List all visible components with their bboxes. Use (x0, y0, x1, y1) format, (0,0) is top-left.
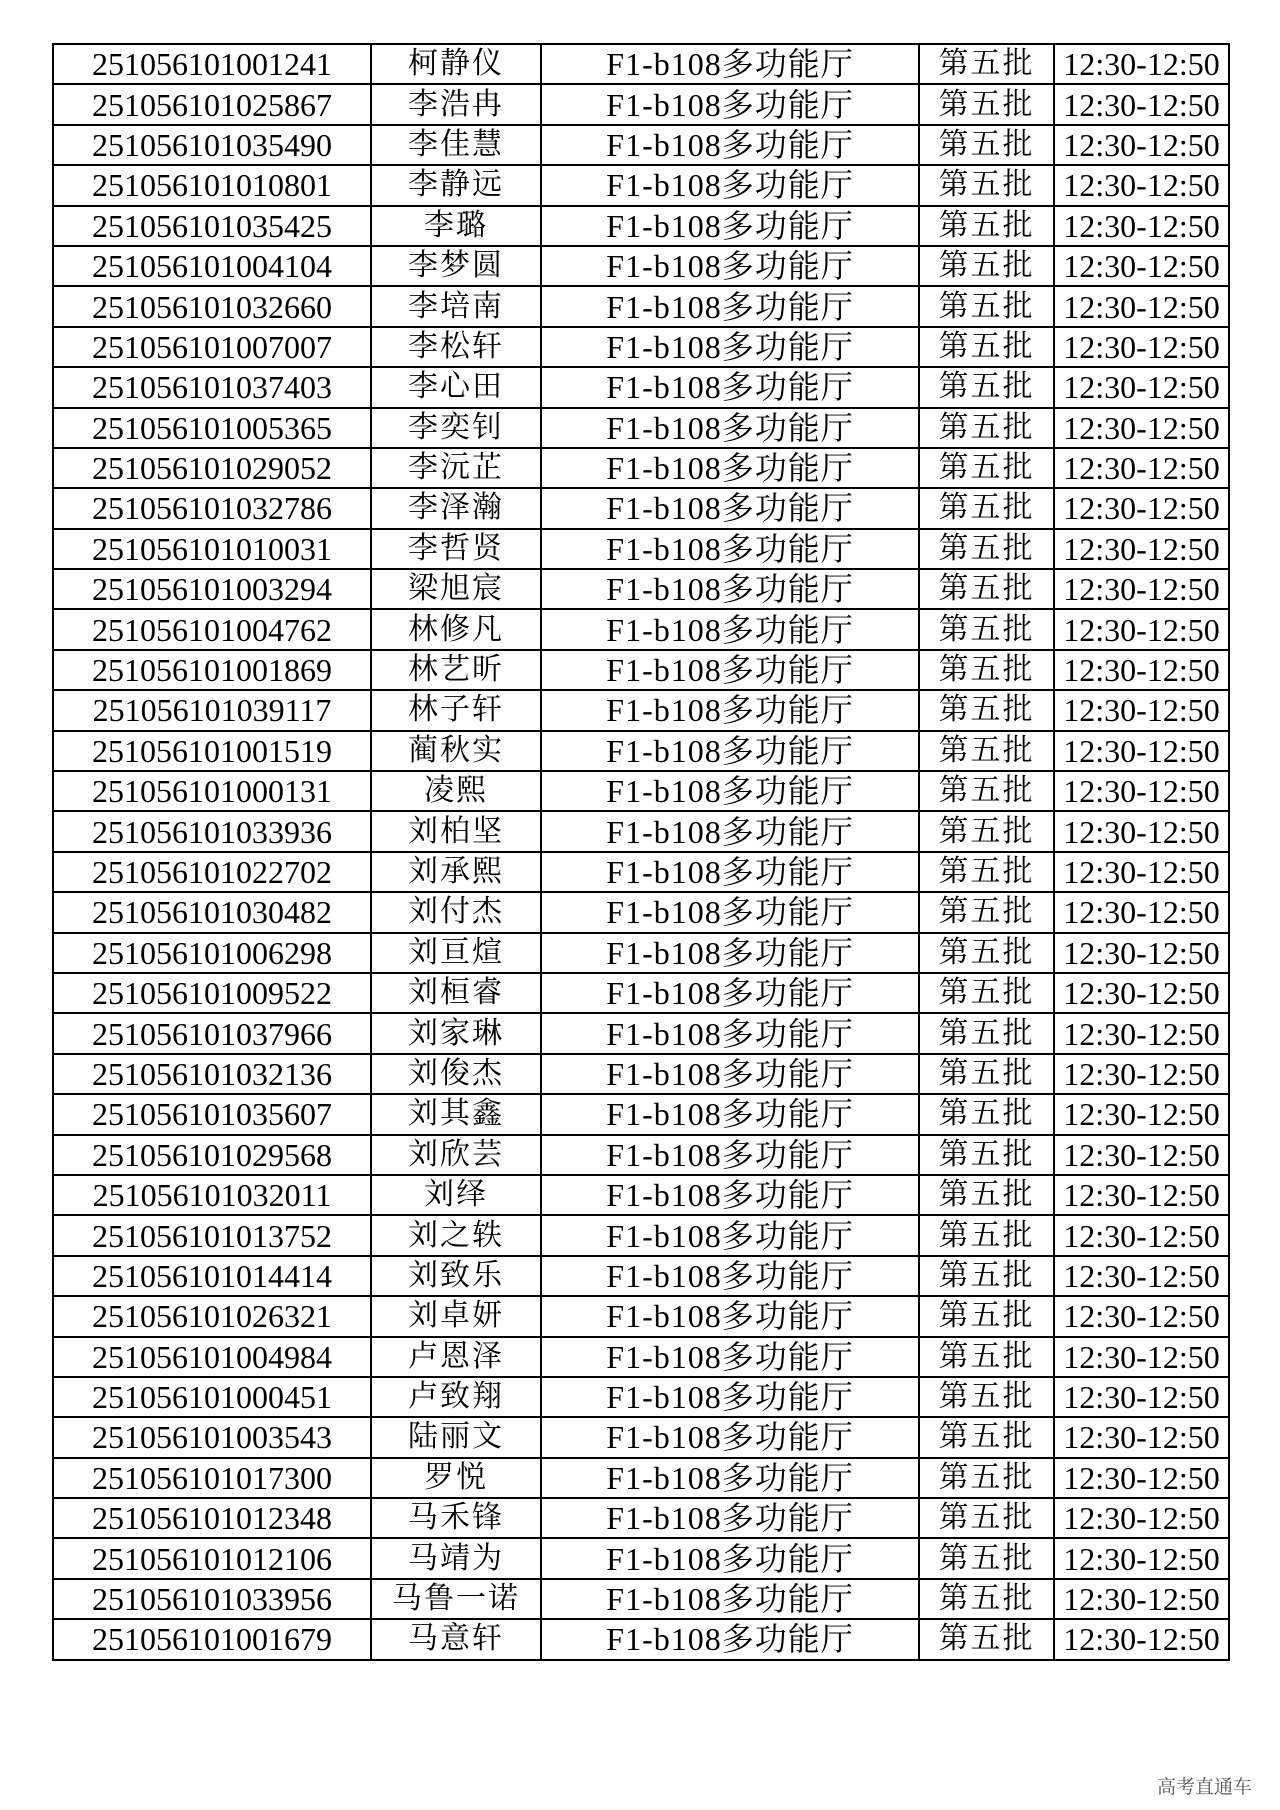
student-name-cell: 罗悦 (371, 1458, 541, 1498)
venue-cell: F1-b108多功能厅 (541, 1296, 919, 1336)
time-slot-cell: 12:30-12:50 (1054, 973, 1229, 1013)
table-row (53, 1337, 1229, 1377)
venue-cell: F1-b108多功能厅 (541, 569, 919, 609)
venue-cell: F1-b108多功能厅 (541, 1256, 919, 1296)
time-slot-cell: 12:30-12:50 (1054, 165, 1229, 205)
student-name-cell: 李奕钊 (371, 408, 541, 448)
table-row (53, 811, 1229, 851)
venue-cell: F1-b108多功能厅 (541, 1337, 919, 1377)
student-name-cell: 卢致翔 (371, 1377, 541, 1417)
student-id-cell: 251056101004984 (53, 1337, 371, 1377)
table-row (53, 44, 1229, 84)
student-name-cell: 马鲁一诺 (371, 1579, 541, 1619)
batch-cell: 第五批 (919, 1054, 1054, 1094)
student-name-cell: 刘之轶 (371, 1215, 541, 1255)
batch-cell: 第五批 (919, 973, 1054, 1013)
batch-cell: 第五批 (919, 1619, 1054, 1659)
student-id-cell: 251056101001679 (53, 1619, 371, 1659)
table-row (53, 569, 1229, 609)
student-id-cell: 251056101037403 (53, 367, 371, 407)
student-id-cell: 251056101003294 (53, 569, 371, 609)
student-name-cell: 李培南 (371, 286, 541, 326)
student-name-cell: 刘亘煊 (371, 933, 541, 973)
student-id-cell: 251056101029052 (53, 448, 371, 488)
time-slot-cell: 12:30-12:50 (1054, 286, 1229, 326)
student-name-cell: 卢恩泽 (371, 1337, 541, 1377)
venue-cell: F1-b108多功能厅 (541, 246, 919, 286)
student-id-cell: 251056101033956 (53, 1579, 371, 1619)
student-id-cell: 251056101009522 (53, 973, 371, 1013)
time-slot-cell: 12:30-12:50 (1054, 1135, 1229, 1175)
venue-cell: F1-b108多功能厅 (541, 408, 919, 448)
time-slot-cell: 12:30-12:50 (1054, 367, 1229, 407)
student-name-cell: 刘桓睿 (371, 973, 541, 1013)
venue-cell: F1-b108多功能厅 (541, 1498, 919, 1538)
student-id-cell: 251056101035607 (53, 1094, 371, 1134)
venue-cell: F1-b108多功能厅 (541, 367, 919, 407)
table-row (53, 892, 1229, 932)
table-row (53, 1417, 1229, 1457)
student-name-cell: 李浩冉 (371, 84, 541, 124)
venue-cell: F1-b108多功能厅 (541, 84, 919, 124)
student-name-cell: 李梦圆 (371, 246, 541, 286)
table-row (53, 84, 1229, 124)
student-id-cell: 251056101017300 (53, 1458, 371, 1498)
table-row (53, 165, 1229, 205)
venue-cell: F1-b108多功能厅 (541, 892, 919, 932)
time-slot-cell: 12:30-12:50 (1054, 1094, 1229, 1134)
batch-cell: 第五批 (919, 327, 1054, 367)
student-id-cell: 251056101013752 (53, 1215, 371, 1255)
batch-cell: 第五批 (919, 286, 1054, 326)
table-row (53, 206, 1229, 246)
student-id-cell: 251056101001869 (53, 650, 371, 690)
student-id-cell: 251056101035490 (53, 125, 371, 165)
venue-cell: F1-b108多功能厅 (541, 771, 919, 811)
student-id-cell: 251056101035425 (53, 206, 371, 246)
student-id-cell: 251056101025867 (53, 84, 371, 124)
student-id-cell: 251056101037966 (53, 1013, 371, 1053)
time-slot-cell: 12:30-12:50 (1054, 1256, 1229, 1296)
venue-cell: F1-b108多功能厅 (541, 44, 919, 84)
student-name-cell: 刘俊杰 (371, 1054, 541, 1094)
student-id-cell: 251056101001241 (53, 44, 371, 84)
table-row (53, 1579, 1229, 1619)
table-row (53, 731, 1229, 771)
batch-cell: 第五批 (919, 84, 1054, 124)
student-id-cell: 251056101000451 (53, 1377, 371, 1417)
venue-cell: F1-b108多功能厅 (541, 1458, 919, 1498)
venue-cell: F1-b108多功能厅 (541, 609, 919, 649)
table-row (53, 488, 1229, 528)
time-slot-cell: 12:30-12:50 (1054, 1619, 1229, 1659)
batch-cell: 第五批 (919, 1296, 1054, 1336)
table-row (53, 286, 1229, 326)
batch-cell: 第五批 (919, 408, 1054, 448)
student-name-cell: 李哲贤 (371, 529, 541, 569)
student-name-cell: 刘家琳 (371, 1013, 541, 1053)
table-row (53, 771, 1229, 811)
time-slot-cell: 12:30-12:50 (1054, 529, 1229, 569)
table-row (53, 367, 1229, 407)
batch-cell: 第五批 (919, 165, 1054, 205)
venue-cell: F1-b108多功能厅 (541, 811, 919, 851)
student-name-cell: 刘其鑫 (371, 1094, 541, 1134)
batch-cell: 第五批 (919, 1377, 1054, 1417)
batch-cell: 第五批 (919, 771, 1054, 811)
student-name-cell: 刘欣芸 (371, 1135, 541, 1175)
batch-cell: 第五批 (919, 529, 1054, 569)
time-slot-cell: 12:30-12:50 (1054, 1054, 1229, 1094)
student-id-cell: 251056101030482 (53, 892, 371, 932)
student-name-cell: 李心田 (371, 367, 541, 407)
student-name-cell: 蔺秋实 (371, 731, 541, 771)
time-slot-cell: 12:30-12:50 (1054, 1377, 1229, 1417)
student-id-cell: 251056101032011 (53, 1175, 371, 1215)
batch-cell: 第五批 (919, 1579, 1054, 1619)
time-slot-cell: 12:30-12:50 (1054, 771, 1229, 811)
batch-cell: 第五批 (919, 811, 1054, 851)
batch-cell: 第五批 (919, 1498, 1054, 1538)
time-slot-cell: 12:30-12:50 (1054, 609, 1229, 649)
batch-cell: 第五批 (919, 1337, 1054, 1377)
watermark: 高考直通车 (1156, 1776, 1252, 1798)
venue-cell: F1-b108多功能厅 (541, 1215, 919, 1255)
student-name-cell: 李松轩 (371, 327, 541, 367)
venue-cell: F1-b108多功能厅 (541, 1054, 919, 1094)
venue-cell: F1-b108多功能厅 (541, 1538, 919, 1578)
student-id-cell: 251056101000131 (53, 771, 371, 811)
student-id-cell: 251056101004762 (53, 609, 371, 649)
table-row (53, 1175, 1229, 1215)
student-name-cell: 林子轩 (371, 690, 541, 730)
student-id-cell: 251056101007007 (53, 327, 371, 367)
venue-cell: F1-b108多功能厅 (541, 1094, 919, 1134)
venue-cell: F1-b108多功能厅 (541, 731, 919, 771)
table-row (53, 125, 1229, 165)
table-row (53, 1054, 1229, 1094)
student-id-cell: 251056101012348 (53, 1498, 371, 1538)
student-name-cell: 梁旭宸 (371, 569, 541, 609)
venue-cell: F1-b108多功能厅 (541, 327, 919, 367)
venue-cell: F1-b108多功能厅 (541, 1135, 919, 1175)
time-slot-cell: 12:30-12:50 (1054, 327, 1229, 367)
student-name-cell: 林修凡 (371, 609, 541, 649)
student-name-cell: 李璐 (371, 206, 541, 246)
batch-cell: 第五批 (919, 206, 1054, 246)
batch-cell: 第五批 (919, 609, 1054, 649)
student-name-cell: 马禾锋 (371, 1498, 541, 1538)
table-row (53, 1215, 1229, 1255)
student-id-cell: 251056101026321 (53, 1296, 371, 1336)
table-row (53, 1135, 1229, 1175)
venue-cell: F1-b108多功能厅 (541, 1377, 919, 1417)
time-slot-cell: 12:30-12:50 (1054, 125, 1229, 165)
table-row (53, 1296, 1229, 1336)
table-row (53, 609, 1229, 649)
student-name-cell: 凌熙 (371, 771, 541, 811)
time-slot-cell: 12:30-12:50 (1054, 1417, 1229, 1457)
student-name-cell: 刘卓妍 (371, 1296, 541, 1336)
table-row (53, 327, 1229, 367)
venue-cell: F1-b108多功能厅 (541, 1175, 919, 1215)
time-slot-cell: 12:30-12:50 (1054, 1458, 1229, 1498)
student-name-cell: 李佳慧 (371, 125, 541, 165)
batch-cell: 第五批 (919, 892, 1054, 932)
venue-cell: F1-b108多功能厅 (541, 933, 919, 973)
table-row (53, 246, 1229, 286)
table-row (53, 933, 1229, 973)
time-slot-cell: 12:30-12:50 (1054, 1215, 1229, 1255)
batch-cell: 第五批 (919, 44, 1054, 84)
student-id-cell: 251056101039117 (53, 690, 371, 730)
time-slot-cell: 12:30-12:50 (1054, 488, 1229, 528)
table-row (53, 650, 1229, 690)
table-row (53, 1458, 1229, 1498)
table-row (53, 1619, 1229, 1659)
venue-cell: F1-b108多功能厅 (541, 125, 919, 165)
student-id-cell: 251056101032786 (53, 488, 371, 528)
student-name-cell: 刘付杰 (371, 892, 541, 932)
table-row (53, 973, 1229, 1013)
time-slot-cell: 12:30-12:50 (1054, 44, 1229, 84)
batch-cell: 第五批 (919, 1175, 1054, 1215)
student-name-cell: 刘承熙 (371, 852, 541, 892)
table-row (53, 1256, 1229, 1296)
time-slot-cell: 12:30-12:50 (1054, 1337, 1229, 1377)
venue-cell: F1-b108多功能厅 (541, 690, 919, 730)
venue-cell: F1-b108多功能厅 (541, 1619, 919, 1659)
venue-cell: F1-b108多功能厅 (541, 1579, 919, 1619)
student-id-cell: 251056101014414 (53, 1256, 371, 1296)
time-slot-cell: 12:30-12:50 (1054, 1175, 1229, 1215)
table-row (53, 408, 1229, 448)
time-slot-cell: 12:30-12:50 (1054, 408, 1229, 448)
student-name-cell: 李静远 (371, 165, 541, 205)
time-slot-cell: 12:30-12:50 (1054, 1296, 1229, 1336)
batch-cell: 第五批 (919, 1094, 1054, 1134)
student-id-cell: 251056101032660 (53, 286, 371, 326)
student-id-cell: 251056101033936 (53, 811, 371, 851)
batch-cell: 第五批 (919, 650, 1054, 690)
time-slot-cell: 12:30-12:50 (1054, 246, 1229, 286)
batch-cell: 第五批 (919, 933, 1054, 973)
batch-cell: 第五批 (919, 731, 1054, 771)
table-row (53, 1538, 1229, 1578)
venue-cell: F1-b108多功能厅 (541, 488, 919, 528)
table-row (53, 1498, 1229, 1538)
time-slot-cell: 12:30-12:50 (1054, 448, 1229, 488)
batch-cell: 第五批 (919, 1458, 1054, 1498)
venue-cell: F1-b108多功能厅 (541, 529, 919, 569)
table-row (53, 1094, 1229, 1134)
batch-cell: 第五批 (919, 488, 1054, 528)
batch-cell: 第五批 (919, 125, 1054, 165)
venue-cell: F1-b108多功能厅 (541, 448, 919, 488)
student-name-cell: 马靖为 (371, 1538, 541, 1578)
table-row (53, 1013, 1229, 1053)
batch-cell: 第五批 (919, 367, 1054, 407)
time-slot-cell: 12:30-12:50 (1054, 1579, 1229, 1619)
batch-cell: 第五批 (919, 1135, 1054, 1175)
time-slot-cell: 12:30-12:50 (1054, 731, 1229, 771)
time-slot-cell: 12:30-12:50 (1054, 84, 1229, 124)
student-name-cell: 李沅芷 (371, 448, 541, 488)
student-name-cell: 李泽瀚 (371, 488, 541, 528)
table-row (53, 690, 1229, 730)
batch-cell: 第五批 (919, 1538, 1054, 1578)
time-slot-cell: 12:30-12:50 (1054, 1013, 1229, 1053)
venue-cell: F1-b108多功能厅 (541, 1013, 919, 1053)
time-slot-cell: 12:30-12:50 (1054, 1498, 1229, 1538)
time-slot-cell: 12:30-12:50 (1054, 811, 1229, 851)
batch-cell: 第五批 (919, 852, 1054, 892)
time-slot-cell: 12:30-12:50 (1054, 690, 1229, 730)
batch-cell: 第五批 (919, 1013, 1054, 1053)
time-slot-cell: 12:30-12:50 (1054, 206, 1229, 246)
student-id-cell: 251056101001519 (53, 731, 371, 771)
batch-cell: 第五批 (919, 690, 1054, 730)
student-name-cell: 刘柏坚 (371, 811, 541, 851)
student-name-cell: 马意轩 (371, 1619, 541, 1659)
time-slot-cell: 12:30-12:50 (1054, 933, 1229, 973)
venue-cell: F1-b108多功能厅 (541, 206, 919, 246)
student-id-cell: 251056101006298 (53, 933, 371, 973)
venue-cell: F1-b108多功能厅 (541, 286, 919, 326)
venue-cell: F1-b108多功能厅 (541, 852, 919, 892)
student-id-cell: 251056101004104 (53, 246, 371, 286)
venue-cell: F1-b108多功能厅 (541, 1417, 919, 1457)
student-id-cell: 251056101010031 (53, 529, 371, 569)
student-id-cell: 251056101010801 (53, 165, 371, 205)
time-slot-cell: 12:30-12:50 (1054, 569, 1229, 609)
venue-cell: F1-b108多功能厅 (541, 973, 919, 1013)
batch-cell: 第五批 (919, 569, 1054, 609)
time-slot-cell: 12:30-12:50 (1054, 852, 1229, 892)
batch-cell: 第五批 (919, 448, 1054, 488)
student-id-cell: 251056101032136 (53, 1054, 371, 1094)
student-name-cell: 刘绎 (371, 1175, 541, 1215)
student-name-cell: 柯静仪 (371, 44, 541, 84)
batch-cell: 第五批 (919, 1215, 1054, 1255)
student-id-cell: 251056101022702 (53, 852, 371, 892)
student-id-cell: 251056101029568 (53, 1135, 371, 1175)
roster-body (53, 44, 1229, 1660)
batch-cell: 第五批 (919, 1417, 1054, 1457)
table-row (53, 448, 1229, 488)
student-name-cell: 刘致乐 (371, 1256, 541, 1296)
batch-cell: 第五批 (919, 246, 1054, 286)
time-slot-cell: 12:30-12:50 (1054, 892, 1229, 932)
student-name-cell: 林艺昕 (371, 650, 541, 690)
venue-cell: F1-b108多功能厅 (541, 165, 919, 205)
student-id-cell: 251056101005365 (53, 408, 371, 448)
exam-roster-table (52, 43, 1230, 1661)
student-id-cell: 251056101012106 (53, 1538, 371, 1578)
time-slot-cell: 12:30-12:50 (1054, 1538, 1229, 1578)
table-row (53, 529, 1229, 569)
student-name-cell: 陆丽文 (371, 1417, 541, 1457)
student-id-cell: 251056101003543 (53, 1417, 371, 1457)
time-slot-cell: 12:30-12:50 (1054, 650, 1229, 690)
batch-cell: 第五批 (919, 1256, 1054, 1296)
venue-cell: F1-b108多功能厅 (541, 650, 919, 690)
table-row (53, 852, 1229, 892)
table-row (53, 1377, 1229, 1417)
